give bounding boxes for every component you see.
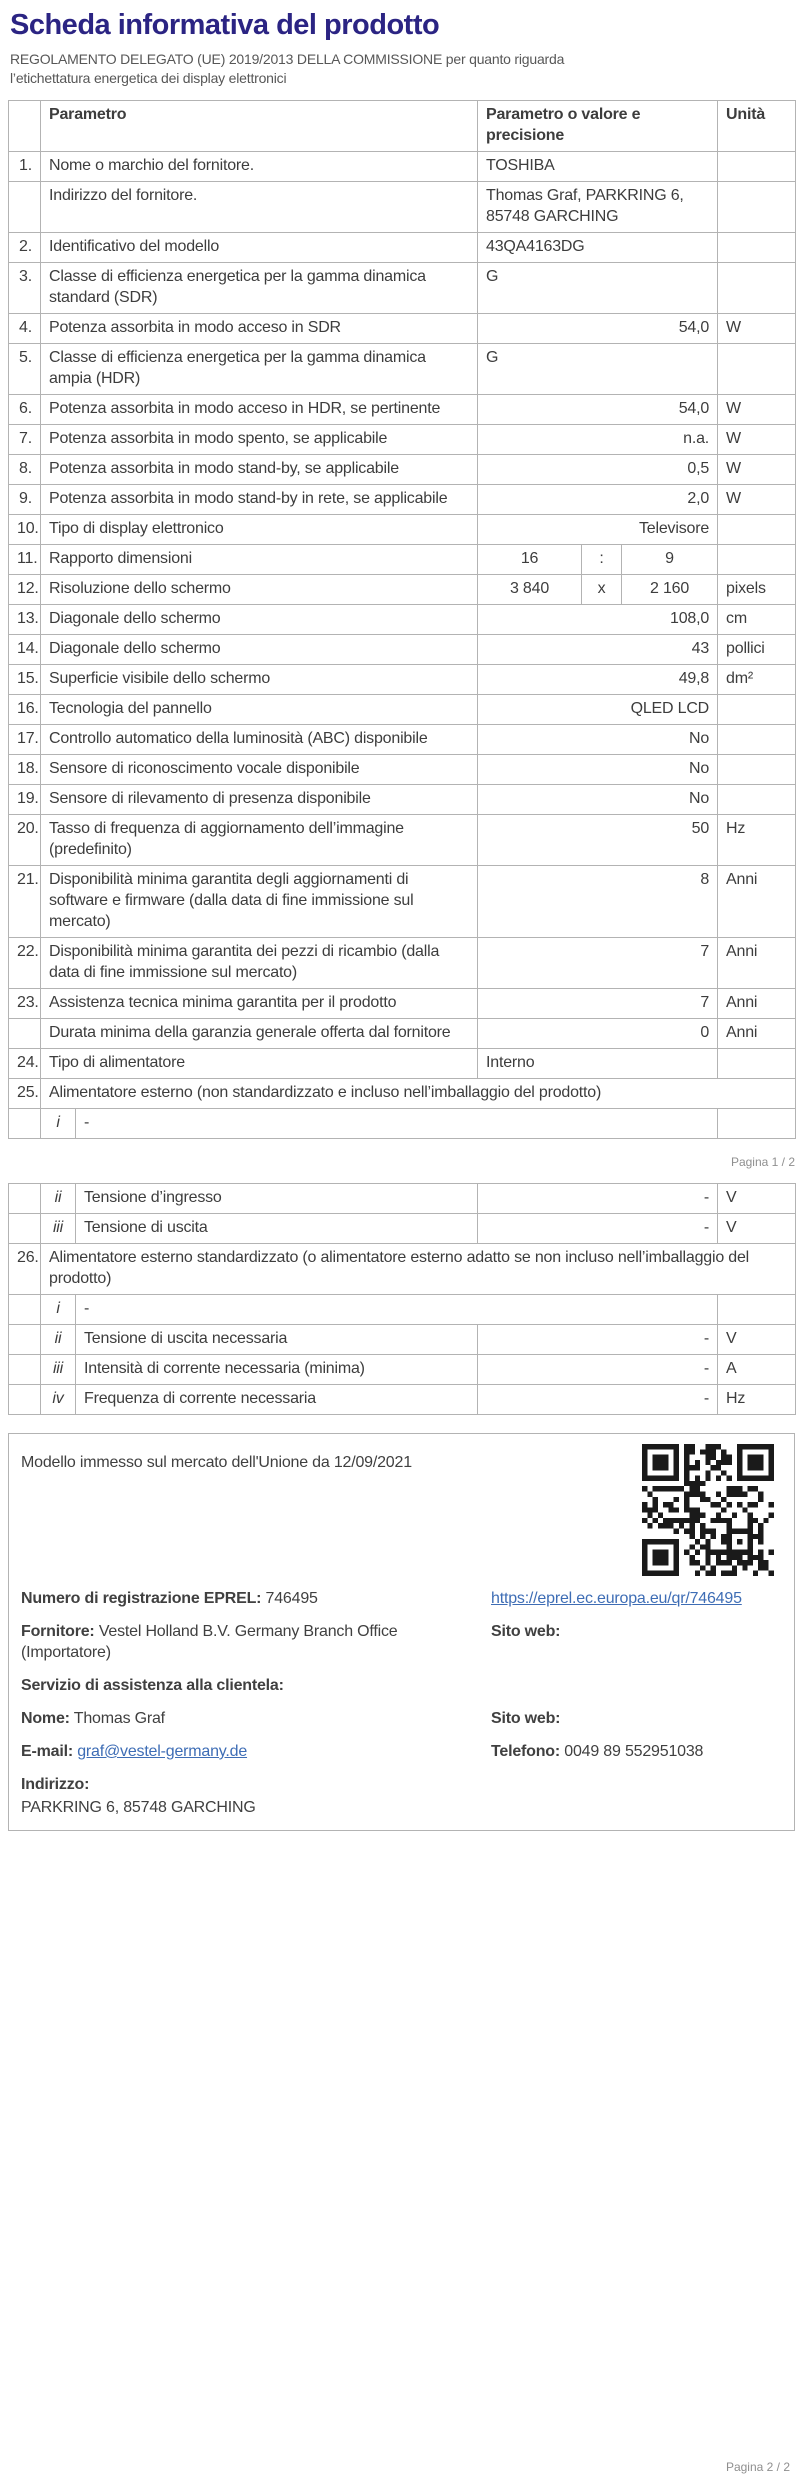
param-number-cell: 15.: [9, 665, 41, 695]
param-label-cell: Indirizzo del fornitore.: [41, 182, 478, 233]
param-number-cell: [9, 1214, 41, 1244]
name-label: Nome:: [21, 1710, 70, 1727]
qr-code-icon: [642, 1444, 774, 1576]
table-row: [9, 344, 796, 395]
param-value-cell: No: [478, 785, 718, 815]
param-label-cell: Potenza assorbita in modo stand-by in rete, se applicabile: [41, 485, 478, 515]
table-row: [9, 1214, 796, 1244]
sub-value-cell: -: [478, 1184, 718, 1214]
param-number-cell: 1.: [9, 152, 41, 182]
table-row: [9, 182, 796, 233]
phone-value: 0049 89 552951038: [564, 1743, 704, 1760]
table-row: [9, 755, 796, 785]
table-row: [9, 1079, 796, 1109]
sub-label-cell: Intensità di corrente necessaria (minima): [76, 1355, 478, 1385]
param-number-cell: 24.: [9, 1049, 41, 1079]
page1-footer: Pagina 1 / 2: [730, 1155, 795, 1169]
table-row: [9, 1385, 796, 1415]
email-link[interactable]: graf@vestel-germany.de: [77, 1743, 248, 1760]
param-number-cell: [9, 1019, 41, 1049]
param-unit-cell: W: [718, 455, 796, 485]
param-number-cell: 5.: [9, 344, 41, 395]
table-row: [9, 989, 796, 1019]
param-value-cell: Interno: [478, 1049, 718, 1079]
table-row: [9, 725, 796, 755]
param-unit-cell: dm²: [718, 665, 796, 695]
table-row: [9, 938, 796, 989]
sub-unit-cell: [718, 1295, 796, 1325]
param-number-cell: 25.: [9, 1079, 41, 1109]
param-number-cell: [9, 1325, 41, 1355]
param-unit-cell: [718, 152, 796, 182]
param-unit-cell: Anni: [718, 1019, 796, 1049]
sub-unit-cell: V: [718, 1184, 796, 1214]
param-number-cell: 3.: [9, 263, 41, 314]
param-number-cell: 17.: [9, 725, 41, 755]
param-number-cell: [9, 1385, 41, 1415]
product-parameters-table-page1: [8, 100, 796, 1139]
param-label-cell: Assistenza tecnica minima garantita per il prodotto: [41, 989, 478, 1019]
param-value1-cell: 16: [478, 545, 582, 575]
contact-name: [21, 1708, 491, 1729]
table-row: [9, 665, 796, 695]
param-label-cell: Potenza assorbita in modo stand-by, se applicabile: [41, 455, 478, 485]
sub-value-cell: -: [478, 1355, 718, 1385]
param-unit-cell: [718, 263, 796, 314]
param-value-cell: 7: [478, 938, 718, 989]
param-value-cell: 0,5: [478, 455, 718, 485]
market-entry-date-text: Modello immesso sul mercato dell'Unione da 12/09/2021: [21, 1454, 412, 1471]
table-row: [9, 425, 796, 455]
param-label-cell: Disponibilità minima garantita dei pezzi di ricambio (dalla data di fine immissione sul mercato): [41, 938, 478, 989]
regulation-subtitle-line2: l’etichettatura energetica dei display elettronici: [10, 70, 287, 86]
param-number-cell: [9, 1355, 41, 1385]
sub-unit-cell: [718, 1109, 796, 1139]
supplier: [21, 1621, 491, 1663]
param-unit-cell: [718, 344, 796, 395]
eprel-qr-link[interactable]: https://eprel.ec.europa.eu/qr/746495: [491, 1590, 742, 1607]
param-number-cell: 13.: [9, 605, 41, 635]
table-row: [9, 575, 796, 605]
param-number-cell: 9.: [9, 485, 41, 515]
table-row: [9, 485, 796, 515]
param-value-cell: 43: [478, 635, 718, 665]
param-label-cell: Tipo di display elettronico: [41, 515, 478, 545]
phone-label: Telefono:: [491, 1743, 561, 1760]
sub-roman-cell: iii: [41, 1355, 76, 1385]
table-row: [9, 1295, 796, 1325]
param-value-cell: n.a.: [478, 425, 718, 455]
sub-value-cell: -: [478, 1214, 718, 1244]
table-row: [9, 815, 796, 866]
param-number-cell: [9, 1184, 41, 1214]
param-label-cell: Tasso di frequenza di aggiornamento dell’immagine (predefinito): [41, 815, 478, 866]
header-corner-cell: [9, 101, 41, 152]
sub-unit-cell: V: [718, 1214, 796, 1244]
contact-phone: [491, 1741, 782, 1762]
param-unit-cell: [718, 182, 796, 233]
param-value-cell: 49,8: [478, 665, 718, 695]
param-unit-cell: [718, 515, 796, 545]
table-row: [9, 395, 796, 425]
param-label-cell: Risoluzione dello schermo: [41, 575, 478, 605]
sub-roman-cell: ii: [41, 1184, 76, 1214]
param-number-cell: 12.: [9, 575, 41, 605]
param-label-cell: Diagonale dello schermo: [41, 605, 478, 635]
param-value-cell: 8: [478, 866, 718, 938]
param-unit-cell: Anni: [718, 989, 796, 1019]
param-value-cell: TOSHIBA: [478, 152, 718, 182]
table-row: [9, 314, 796, 344]
param-unit-cell: [718, 233, 796, 263]
param-label-cell: Classe di efficienza energetica per la gamma dinamica standard (SDR): [41, 263, 478, 314]
header-parametro: Parametro: [41, 101, 478, 152]
param-number-cell: 26.: [9, 1244, 41, 1295]
param-label-cell: Durata minima della garanzia generale offerta dal fornitore: [41, 1019, 478, 1049]
table-row: [9, 263, 796, 314]
param-unit-cell: Anni: [718, 938, 796, 989]
param-value-cell: 50: [478, 815, 718, 866]
table-row: [9, 1109, 796, 1139]
header-unita: Unità: [718, 101, 796, 152]
param-unit-cell: [718, 1049, 796, 1079]
table-row: [9, 545, 796, 575]
param-value-cell: 2,0: [478, 485, 718, 515]
param-value-cell: No: [478, 755, 718, 785]
param-value-cell: G: [478, 344, 718, 395]
supplier-row: [21, 1621, 782, 1663]
product-parameters-table-page2: [8, 1183, 796, 1415]
contact-email: [21, 1741, 491, 1762]
sub-unit-cell: Hz: [718, 1385, 796, 1415]
table-row: [9, 1049, 796, 1079]
param-label-cell: Disponibilità minima garantita degli aggiornamenti di software e firmware (dalla data di fine immissione sul mercato): [41, 866, 478, 938]
customer-service-row: [21, 1675, 782, 1696]
registration-box: [8, 1433, 795, 1831]
param-unit-cell: pixels: [718, 575, 796, 605]
param-unit-cell: W: [718, 425, 796, 455]
param-value-cell: 0: [478, 1019, 718, 1049]
regulation-subtitle-line1: REGOLAMENTO DELEGATO (UE) 2019/2013 DELLA COMMISSIONE per quanto riguarda: [10, 51, 565, 67]
table-row: [9, 695, 796, 725]
table-row: [9, 1244, 796, 1295]
eprel-registration: [21, 1588, 491, 1609]
table-row: [9, 1019, 796, 1049]
header-valore: Parametro o valore e precisione: [478, 101, 718, 152]
param-unit-cell: pollici: [718, 635, 796, 665]
param-label-cell: Potenza assorbita in modo acceso in HDR, se pertinente: [41, 395, 478, 425]
sub-label-cell: Tensione di uscita necessaria: [76, 1325, 478, 1355]
customer-service-label: Servizio di assistenza alla clientela:: [21, 1677, 284, 1694]
regulation-subtitle: [10, 50, 800, 88]
param-number-cell: 10.: [9, 515, 41, 545]
eprel-number: 746495: [265, 1590, 318, 1607]
param-unit-cell: [718, 725, 796, 755]
param-number-cell: 23.: [9, 989, 41, 1019]
param-label-cell: Identificativo del modello: [41, 233, 478, 263]
table-row: [9, 635, 796, 665]
website-label: Sito web:: [491, 1623, 561, 1640]
param-number-cell: [9, 1295, 41, 1325]
param-number-cell: 19.: [9, 785, 41, 815]
supplier-label: Fornitore:: [21, 1623, 95, 1640]
param-unit-cell: W: [718, 395, 796, 425]
name-value: Thomas Graf: [73, 1710, 165, 1727]
param-unit-cell: Anni: [718, 866, 796, 938]
param-value-cell: 108,0: [478, 605, 718, 635]
param-label-cell: Tecnologia del pannello: [41, 695, 478, 725]
param-label-cell: Tipo di alimentatore: [41, 1049, 478, 1079]
address-value-row: [21, 1797, 782, 1818]
param-number-cell: 22.: [9, 938, 41, 989]
param-separator-cell: :: [582, 545, 622, 575]
param-label-span-cell: Alimentatore esterno (non standardizzato e incluso nell’imballaggio del prodotto): [41, 1079, 796, 1109]
sub-roman-cell: i: [41, 1109, 76, 1139]
table-row: [9, 1355, 796, 1385]
param-label-cell: Controllo automatico della luminosità (ABC) disponibile: [41, 725, 478, 755]
sub-label-cell: Frequenza di corrente necessaria: [76, 1385, 478, 1415]
param-label-cell: Rapporto dimensioni: [41, 545, 478, 575]
param-separator-cell: x: [582, 575, 622, 605]
param-value2-cell: 2 160: [622, 575, 718, 605]
param-unit-cell: cm: [718, 605, 796, 635]
table-row: [9, 152, 796, 182]
eprel-row: [21, 1588, 782, 1609]
sub-value-cell: -: [76, 1109, 718, 1139]
param-unit-cell: [718, 785, 796, 815]
table-row: [9, 866, 796, 938]
param-number-cell: 11.: [9, 545, 41, 575]
sub-value-cell: -: [76, 1295, 718, 1325]
param-label-span-cell: Alimentatore esterno standardizzato (o alimentatore esterno adatto se non incluso nell’imballaggio del prodotto): [41, 1244, 796, 1295]
param-number-cell: 16.: [9, 695, 41, 725]
param-value2-cell: 9: [622, 545, 718, 575]
email-label: E-mail:: [21, 1743, 73, 1760]
eprel-label: Numero di registrazione EPREL:: [21, 1590, 262, 1607]
param-value-cell: G: [478, 263, 718, 314]
sub-unit-cell: V: [718, 1325, 796, 1355]
param-value-cell: Thomas Graf, PARKRING 6, 85748 GARCHING: [478, 182, 718, 233]
address-label: Indirizzo:: [21, 1776, 90, 1793]
param-number-cell: [9, 182, 41, 233]
param-label-cell: Potenza assorbita in modo spento, se applicabile: [41, 425, 478, 455]
param-number-cell: 6.: [9, 395, 41, 425]
param-value-cell: 7: [478, 989, 718, 1019]
param-number-cell: 2.: [9, 233, 41, 263]
param-label-cell: Sensore di riconoscimento vocale disponibile: [41, 755, 478, 785]
param-number-cell: 20.: [9, 815, 41, 866]
sub-roman-cell: ii: [41, 1325, 76, 1355]
sub-roman-cell: iii: [41, 1214, 76, 1244]
param-unit-cell: W: [718, 485, 796, 515]
param-number-cell: 4.: [9, 314, 41, 344]
param-number-cell: 18.: [9, 755, 41, 785]
sub-roman-cell: iv: [41, 1385, 76, 1415]
table-row: [9, 785, 796, 815]
supplier-value: Vestel Holland B.V. Germany Branch Office (Importatore): [21, 1623, 398, 1661]
param-value-cell: 54,0: [478, 395, 718, 425]
param-number-cell: 14.: [9, 635, 41, 665]
table-row: [9, 1325, 796, 1355]
sub-value-cell: -: [478, 1325, 718, 1355]
param-label-cell: Superficie visibile dello schermo: [41, 665, 478, 695]
param-number-cell: 8.: [9, 455, 41, 485]
param-unit-cell: W: [718, 314, 796, 344]
param-number-cell: 21.: [9, 866, 41, 938]
table-row: [9, 233, 796, 263]
sub-value-cell: -: [478, 1385, 718, 1415]
param-label-cell: Sensore di rilevamento di presenza disponibile: [41, 785, 478, 815]
param-label-cell: Potenza assorbita in modo acceso in SDR: [41, 314, 478, 344]
table-row: [9, 1184, 796, 1214]
param-number-cell: [9, 1109, 41, 1139]
sub-unit-cell: A: [718, 1355, 796, 1385]
param-label-cell: Nome o marchio del fornitore.: [41, 152, 478, 182]
param-value-cell: 54,0: [478, 314, 718, 344]
param-value-cell: 43QA4163DG: [478, 233, 718, 263]
param-value1-cell: 3 840: [478, 575, 582, 605]
table-row: [9, 455, 796, 485]
param-number-cell: 7.: [9, 425, 41, 455]
table-row: [9, 515, 796, 545]
contact-name-row: [21, 1708, 782, 1729]
param-label-cell: Classe di efficienza energetica per la gamma dinamica ampia (HDR): [41, 344, 478, 395]
website-label-2: Sito web:: [491, 1710, 561, 1727]
table-header-row: [9, 101, 796, 152]
address-label-row: [21, 1774, 782, 1795]
param-value-cell: Televisore: [478, 515, 718, 545]
param-unit-cell: Hz: [718, 815, 796, 866]
param-label-cell: Diagonale dello schermo: [41, 635, 478, 665]
contact-email-row: [21, 1741, 782, 1762]
param-unit-cell: [718, 545, 796, 575]
page2-footer: Pagina 2 / 2: [725, 2460, 790, 2474]
param-unit-cell: [718, 695, 796, 725]
address-value: PARKRING 6, 85748 GARCHING: [21, 1799, 256, 1816]
table-row: [9, 605, 796, 635]
page-title: Scheda informativa del prodotto: [10, 9, 440, 41]
param-unit-cell: [718, 755, 796, 785]
sub-roman-cell: i: [41, 1295, 76, 1325]
param-value-cell: No: [478, 725, 718, 755]
sub-label-cell: Tensione d’ingresso: [76, 1184, 478, 1214]
param-value-cell: QLED LCD: [478, 695, 718, 725]
sub-label-cell: Tensione di uscita: [76, 1214, 478, 1244]
